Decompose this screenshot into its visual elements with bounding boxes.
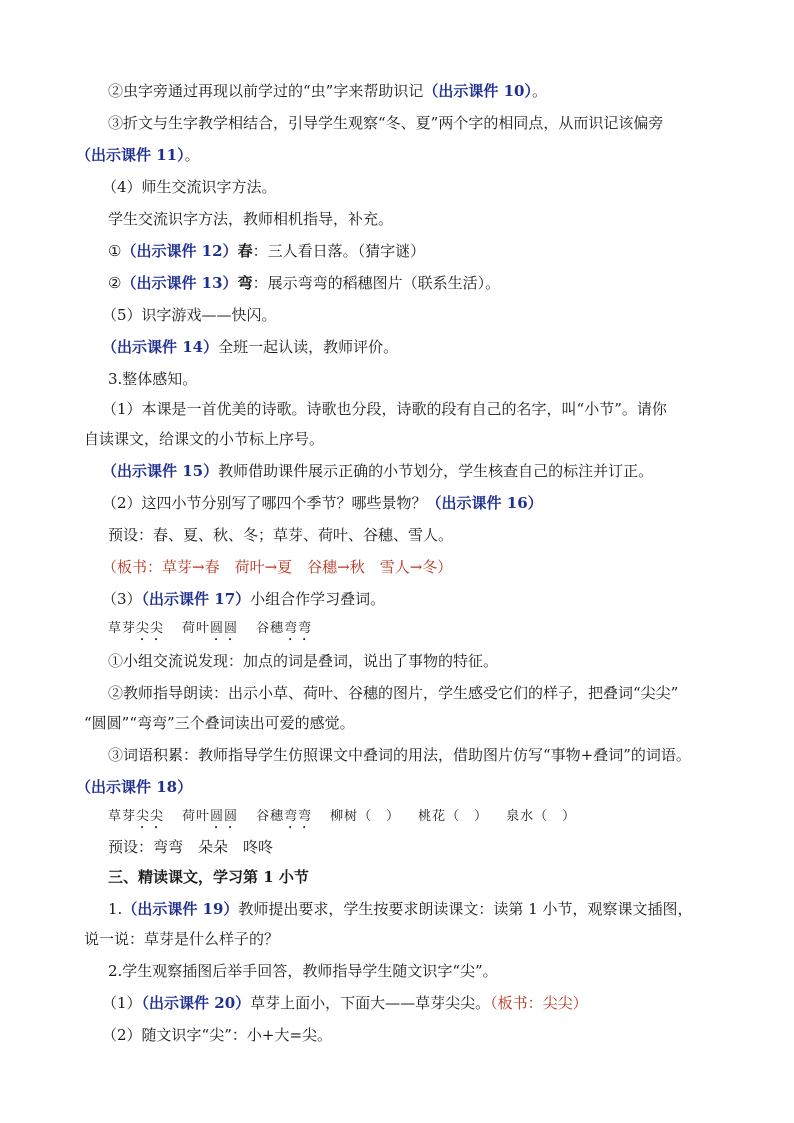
line-4 — [0, 176, 794, 198]
line-28 — [0, 928, 794, 950]
text: 1. — [108, 900, 123, 918]
word: 草芽 — [108, 621, 137, 636]
reduplicated-word: 尖尖 — [136, 621, 165, 636]
line-21 — [0, 712, 794, 734]
text: 3.整体感知。 — [108, 370, 198, 388]
keyword: 弯 — [237, 274, 253, 292]
line-23 — [0, 776, 794, 798]
text: 草芽上面小，下面大——草芽尖尖。 — [250, 994, 491, 1012]
text: ②虫字旁通过再现以前学过的“虫”字来帮助识记 — [108, 82, 424, 100]
courseware-ref: （出示课件 13） — [121, 274, 238, 292]
line-1 — [0, 80, 794, 102]
text: ① — [108, 242, 122, 260]
courseware-ref: （出示课件 11） — [76, 146, 185, 164]
courseware-ref: （出示课件 19） — [122, 900, 239, 918]
line-5 — [0, 208, 794, 230]
word: 荷叶 — [182, 621, 211, 636]
text: 学生交流识字方法，教师相机指导，补充。 — [108, 210, 394, 228]
text: （4）师生交流识字方法。 — [102, 178, 277, 196]
line-22 — [0, 744, 794, 766]
text: ② — [108, 274, 122, 292]
line-3 — [0, 144, 794, 166]
reduplicated-word: 圆圆 — [210, 621, 239, 636]
text: ①小组交流说发现：加点的词是叠词，说出了事物的特征。 — [108, 652, 499, 670]
line-10 — [0, 368, 794, 390]
word: 谷穗 — [256, 621, 285, 636]
courseware-ref: （出示课件 18） — [76, 778, 193, 796]
courseware-ref: （出示课件 12） — [121, 242, 238, 260]
line-14 — [0, 492, 794, 514]
keyword: 春 — [237, 242, 253, 260]
line-9 — [0, 336, 794, 358]
line-29 — [0, 960, 794, 982]
line-30 — [0, 992, 794, 1014]
line-25 — [0, 836, 794, 858]
line-19 — [0, 650, 794, 672]
text: “圆圆”“弯弯”三个叠词读出可爱的感觉。 — [84, 714, 355, 732]
line-26-section-heading — [0, 866, 794, 888]
reduplicated-word: 尖尖 — [136, 809, 165, 824]
section-heading: 三、精读课文，学习第 1 小节 — [108, 868, 309, 886]
text: 2.学生观察插图后举手回答，教师指导学生随文识字“尖”。 — [108, 962, 498, 980]
line-31 — [0, 1024, 794, 1046]
text: （5）识字游戏——快闪。 — [102, 306, 277, 324]
reduplicated-word: 弯弯 — [284, 809, 313, 824]
line-18-reduplicated-words — [0, 618, 794, 644]
line-16-blackboard — [0, 556, 794, 578]
blackboard-note: （板书：草芽→春 荷叶→夏 谷穗→秋 雪人→冬） — [102, 558, 453, 576]
line-8 — [0, 304, 794, 326]
text: 预设：弯弯 朵朵 咚咚 — [108, 838, 274, 856]
text: 预设：春、夏、秋、冬；草芽、荷叶、谷穗、雪人。 — [108, 526, 454, 544]
courseware-ref: （出示课件 15） — [102, 462, 219, 480]
courseware-ref: （出示课件 17） — [141, 590, 251, 608]
line-2 — [0, 112, 794, 134]
text: ②教师指导朗读：出示小草、荷叶、谷穗的图片，学生感受它们的样子，把叠词“尖尖” — [108, 684, 679, 702]
line-6 — [0, 240, 794, 262]
text: ③折文与生字教学相结合，引导学生观察“冬、夏”两个字的相同点，从而识记该偏旁 — [108, 114, 664, 132]
line-13 — [0, 460, 794, 482]
text: 小组合作学习叠词。 — [250, 590, 386, 608]
practice-blank: 桃花（ ） — [418, 809, 489, 824]
text: （2）这四小节分别写了哪四个季节？哪些景物？ — [102, 494, 427, 512]
line-17 — [0, 588, 794, 610]
practice-blank: 泉水（ ） — [506, 809, 577, 824]
line-27 — [0, 898, 794, 920]
practice-blank: 柳树（ ） — [330, 809, 401, 824]
courseware-ref: （出示课件 20） — [141, 994, 251, 1012]
text: 说一说：草芽是什么样子的？ — [84, 930, 280, 948]
courseware-ref: （出示课件 14） — [102, 338, 219, 356]
courseware-ref: （出示课件 16） — [426, 494, 543, 512]
text: （3） — [102, 590, 142, 608]
line-20 — [0, 682, 794, 704]
text: 教师提出要求，学生按要求朗读课文：读第 1 小节，观察课文插图， — [238, 900, 693, 918]
line-24-word-practice — [0, 806, 794, 832]
text: （1） — [102, 994, 142, 1012]
line-11 — [0, 398, 794, 420]
text: ：展示弯弯的稻穗图片（联系生活）。 — [252, 274, 501, 292]
word: 草芽 — [108, 809, 137, 824]
text: ③词语积累：教师指导学生仿照课文中叠词的用法，借助图片仿写“事物+叠词”的词语。 — [108, 746, 691, 764]
text: 。 — [531, 82, 547, 100]
reduplicated-word: 弯弯 — [284, 621, 313, 636]
text: ：三人看日落。（猜字谜） — [252, 242, 426, 260]
text: （1）本课是一首优美的诗歌。诗歌也分段，诗歌的段有自己的名字，叫“小节”。请你 — [102, 400, 667, 418]
blackboard-note: （板书：尖尖） — [490, 994, 588, 1012]
text: 自读课文，给课文的小节标上序号。 — [84, 430, 325, 448]
courseware-ref: （出示课件 10） — [423, 82, 532, 100]
word: 荷叶 — [182, 809, 211, 824]
line-12 — [0, 428, 794, 450]
word: 谷穗 — [256, 809, 285, 824]
text: 全班一起认读，教师评价。 — [218, 338, 399, 356]
text: （2）随文识字“尖”：小+大=尖。 — [102, 1026, 333, 1044]
text: 。 — [184, 146, 200, 164]
reduplicated-word: 圆圆 — [210, 809, 239, 824]
text: 教师借助课件展示正确的小节划分，学生核查自己的标注并订正。 — [218, 462, 654, 480]
line-7 — [0, 272, 794, 294]
line-15 — [0, 524, 794, 546]
